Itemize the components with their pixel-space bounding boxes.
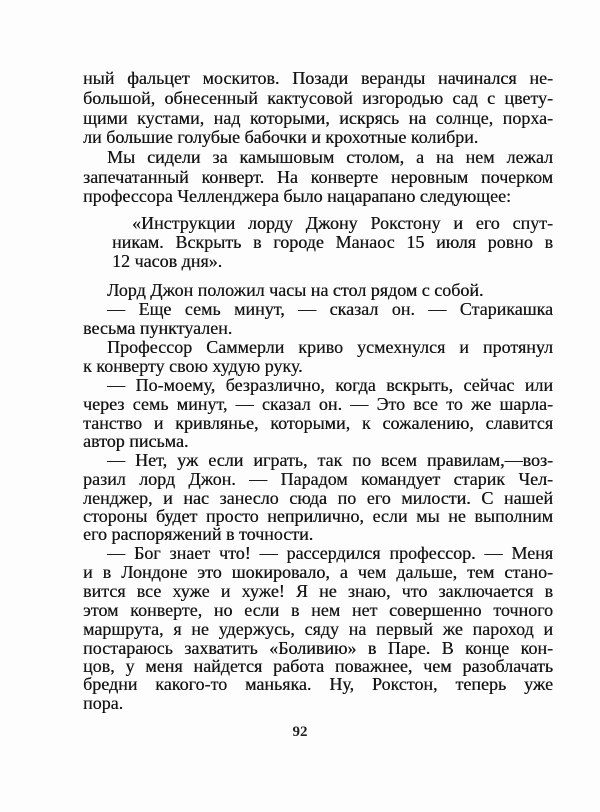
text-line: пора. [83, 693, 124, 713]
text-line: ли большие голубые бабочки и крохотные колибри. [83, 127, 479, 147]
text-line: к конверту свою худую руку. [83, 356, 303, 376]
text-line: его распоряжений в точности. [83, 524, 314, 544]
text-line: стороны будет просто неприлично, если мы не выполним [83, 506, 553, 526]
text-line: вится все хуже и хуже! Я не знаю, что заключается в [83, 581, 553, 601]
text-line: весьма пунктуален. [83, 318, 233, 338]
text-line: постараюсь захватить «Боливию» в Паре. В конце кон- [83, 638, 553, 658]
text-line: через семь минут, — сказал он. — Это все то же шарла- [83, 394, 553, 414]
text-line: — Бог знает что! — рассердился профессор. — Меня [107, 543, 553, 563]
text-line: ный фальцет москитов. Позади веранды начинался не- [83, 68, 553, 88]
text-line: — Нет, уж если играть, так по всем правилам,—воз- [107, 450, 553, 470]
text-line: бредни какого-то маньяка. Ну, Рокстон, теперь уже [83, 674, 553, 694]
text-line: Лорд Джон положил часы на стол рядом с собой. [107, 280, 484, 300]
text-line: никам. Вскрыть в городе Манаос 15 июля ровно в [112, 232, 553, 252]
text-line: цов, у меня найдется работа поважнее, чем разоблачать [83, 656, 553, 676]
text-line: танство и кривлянье, которыми, к сожалению, славится [83, 413, 553, 433]
text-line: большой, обнесенный кактусовой изгородью сад с цвету- [83, 88, 553, 108]
text-line: — Еще семь минут, — сказал он. — Старикашка [107, 299, 553, 319]
text-line: 12 часов дня». [112, 251, 223, 271]
text-line: Профессор Саммерли криво усмехнулся и протянул [107, 337, 553, 357]
page-number: 92 [292, 724, 308, 740]
text-line: этом конверте, но если в нем нет совершенно точного [83, 600, 553, 620]
text-line: профессора Челленджера было нацарапано следующее: [83, 186, 511, 206]
text-line: автор письма. [83, 431, 189, 451]
text-line: запечатанный конверт. На конверте неровным почерком [83, 167, 553, 187]
text-line: и в Лондоне это шокировало, а чем дальше, тем стано- [83, 562, 553, 582]
text-line: разил лорд Джон. — Парадом командует старик Чел- [83, 469, 553, 489]
text-line: маршрута, я не удержусь, сяду на первый же пароход и [83, 619, 553, 639]
text-line: щими кустами, над которыми, искрясь на солнце, порха- [83, 108, 553, 128]
text-line: — По-моему, безразлично, когда вскрыть, сейчас или [107, 375, 553, 395]
text-line: «Инструкции лорду Джону Рокстону и его спут- [132, 213, 553, 233]
text-line: Мы сидели за камышовым столом, а на нем лежал [107, 147, 553, 167]
text-line: ленджер, и нас занесло сюда по его милости. С нашей [83, 488, 553, 508]
